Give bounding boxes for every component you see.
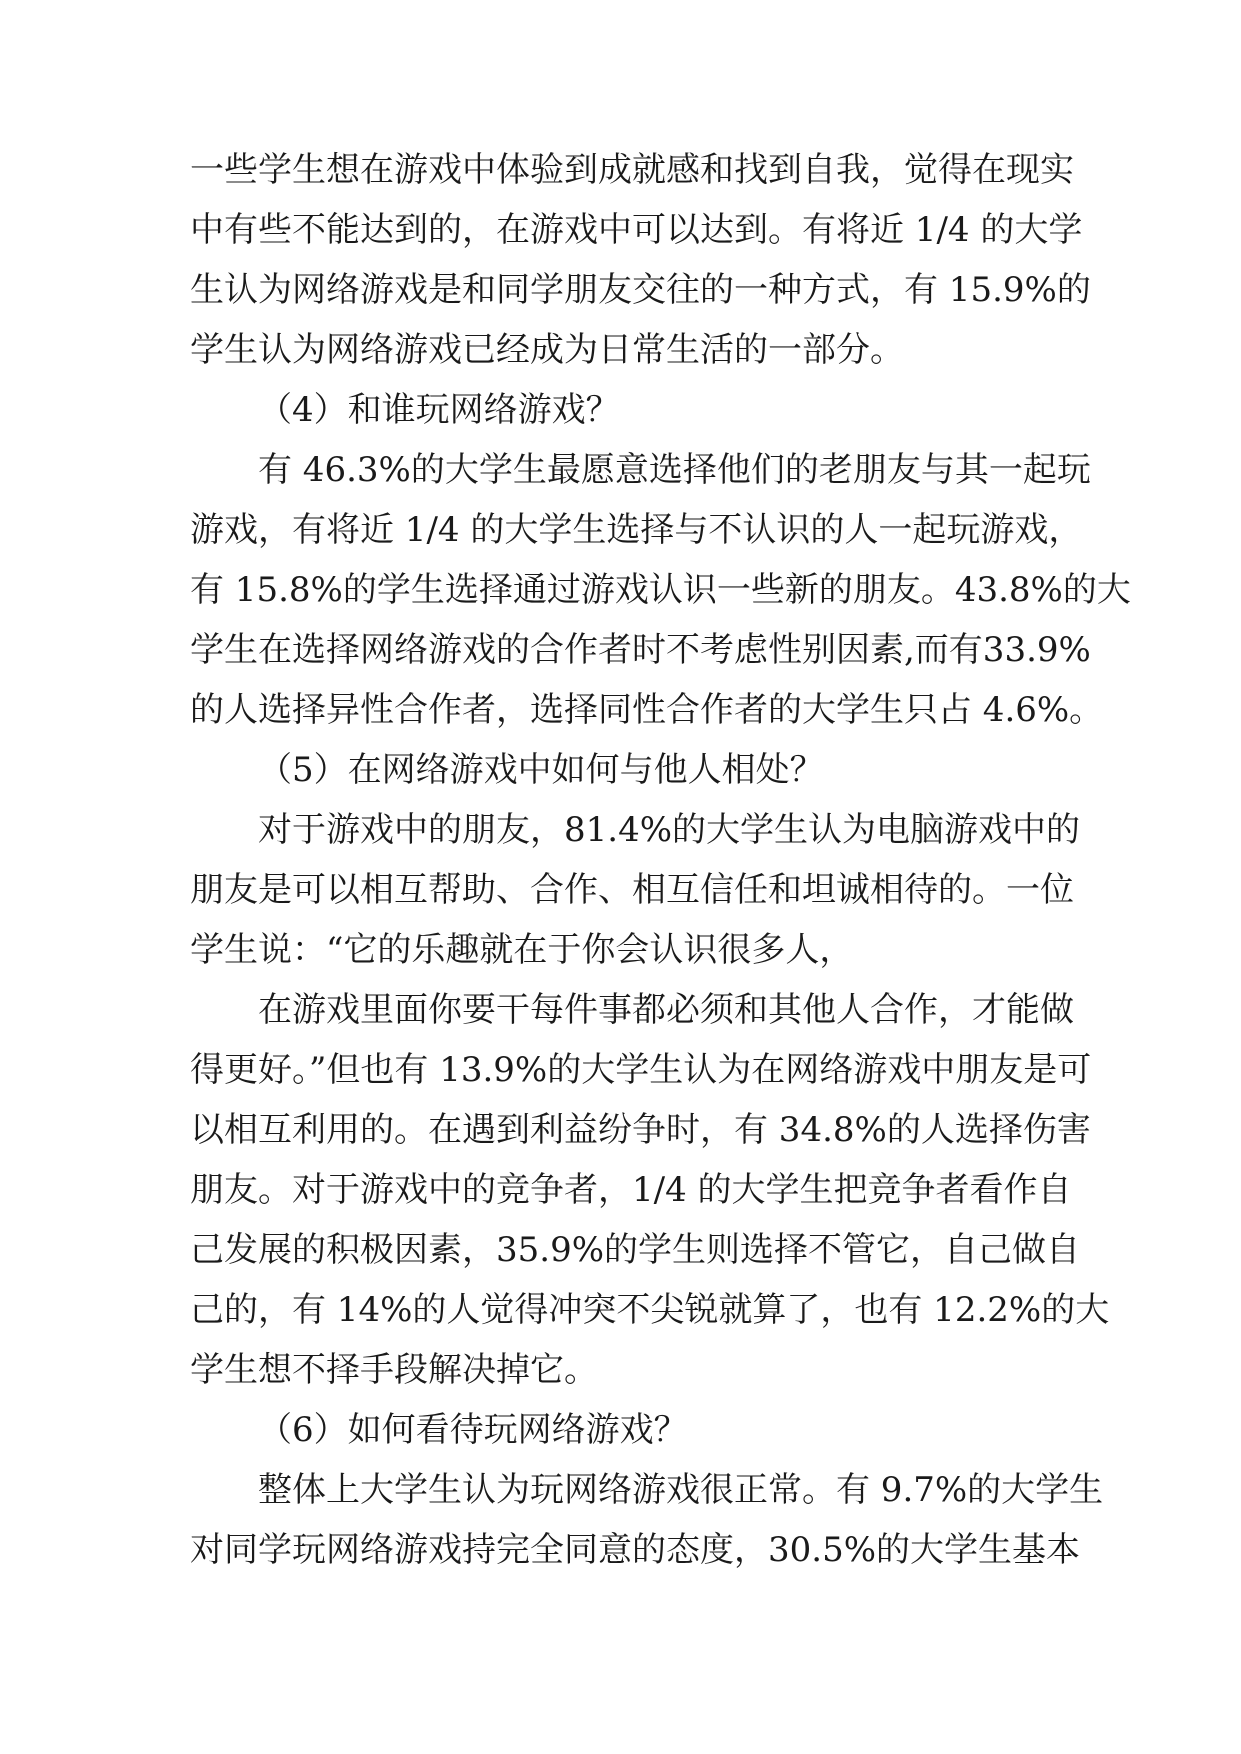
text-line: 朋友。对于游戏中的竞争者，1/4 的大学生把竞争者看作自 (190, 1170, 1072, 1210)
text-line: 有 15.8%的学生选择通过游戏认识一些新的朋友。43.8%的大 (190, 570, 1131, 610)
text-line: 中有些不能达到的，在游戏中可以达到。有将近 1/4 的大学 (190, 210, 1083, 250)
text-line: 以相互利用的。在遇到利益纷争时，有 34.8%的人选择伤害 (190, 1110, 1091, 1150)
text-line: 对同学玩网络游戏持完全同意的态度，30.5%的大学生基本 (190, 1530, 1081, 1570)
text-line: 游戏，有将近 1/4 的大学生选择与不认识的人一起玩游戏， (190, 510, 1083, 550)
text-line: 学生在选择网络游戏的合作者时不考虑性别因素,而有33.9% (190, 630, 1091, 670)
text-line: 对于游戏中的朋友，81.4%的大学生认为电脑游戏中的 (258, 810, 1081, 850)
text-line: 己的，有 14%的人觉得冲突不尖锐就算了，也有 12.2%的大 (190, 1290, 1110, 1330)
text-line: 整体上大学生认为玩网络游戏很正常。有 9.7%的大学生 (258, 1470, 1104, 1510)
text-line: 一些学生想在游戏中体验到成就感和找到自我，觉得在现实 (190, 150, 1074, 190)
text-line: 学生认为网络游戏已经成为日常生活的一部分。 (190, 330, 904, 370)
section-heading: （5）在网络游戏中如何与他人相处？ (258, 750, 824, 790)
section-heading: （4）和谁玩网络游戏？ (258, 390, 620, 430)
text-line: 学生想不择手段解决掉它。 (190, 1350, 598, 1390)
text-line: 的人选择异性合作者，选择同性合作者的大学生只占 4.6%。 (190, 690, 1104, 730)
text-line: 朋友是可以相互帮助、合作、相互信任和坦诚相待的。一位 (190, 870, 1074, 910)
text-line: 有 46.3%的大学生最愿意选择他们的老朋友与其一起玩 (258, 450, 1091, 490)
text-line: 学生说：“它的乐趣就在于你会认识很多人， (190, 930, 854, 970)
text-line: 在游戏里面你要干每件事都必须和其他人合作，才能做 (258, 990, 1074, 1030)
text-line: 得更好。”但也有 13.9%的大学生认为在网络游戏中朋友是可 (190, 1050, 1092, 1090)
text-line: 己发展的积极因素，35.9%的学生则选择不管它，自己做自 (190, 1230, 1081, 1270)
section-heading: （6）如何看待玩网络游戏？ (258, 1410, 688, 1450)
text-line: 生认为网络游戏是和同学朋友交往的一种方式，有 15.9%的 (190, 270, 1091, 310)
